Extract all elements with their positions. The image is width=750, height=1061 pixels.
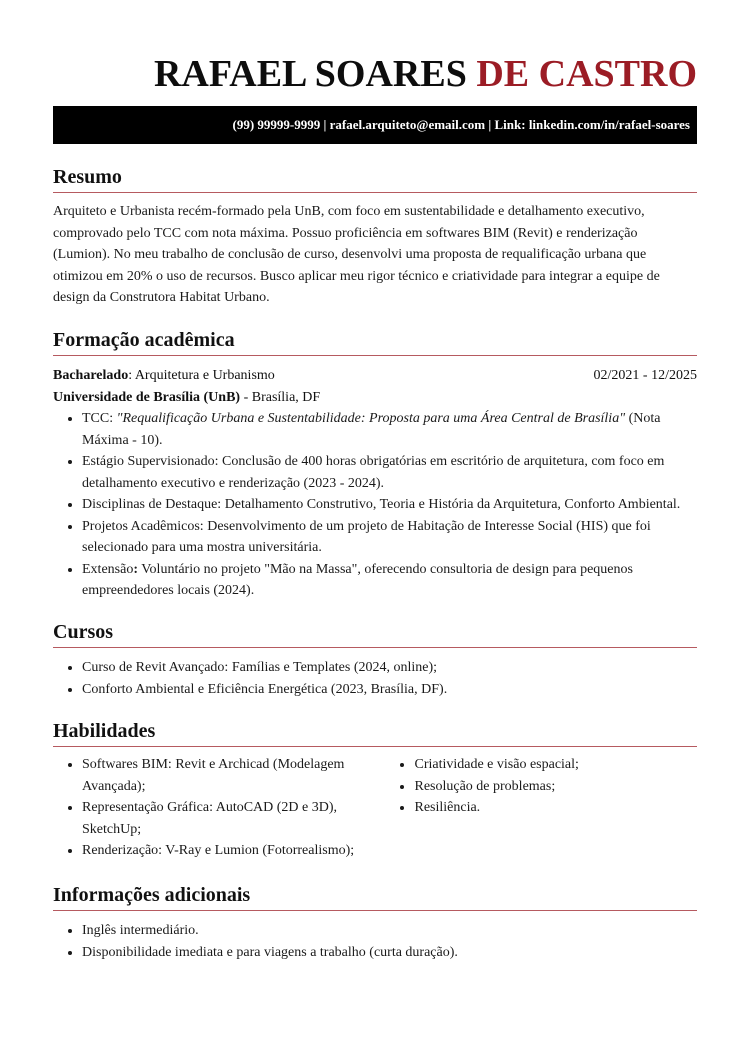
list-item: • Inglês intermediário. — [82, 920, 697, 942]
section-title: Formação acadêmica — [53, 328, 697, 356]
section-title: Habilidades — [53, 719, 697, 747]
list-item: • Resiliência. — [414, 797, 697, 819]
degree-label: Bacharelado — [53, 368, 129, 383]
section-adicionais — [53, 883, 697, 963]
section-title: Cursos — [53, 620, 697, 648]
skills-list-left — [53, 754, 397, 862]
education-details — [53, 408, 697, 602]
list-item: • Conforto Ambiental e Eficiência Energética (2023, Brasília, DF). — [82, 679, 697, 701]
section-resumo — [53, 165, 697, 309]
skills-columns — [53, 754, 697, 862]
list-item: • Estágio Supervisionado: Conclusão de 400 horas obrigatórias em escritório de arquitetura, com foco em detalhamento executivo e renderização (2023 - 2024). — [82, 451, 697, 494]
institution-row — [53, 387, 697, 409]
name-last: DE CASTRO — [476, 53, 697, 95]
section-title: Resumo — [53, 165, 697, 193]
summary-text: Arquiteto e Urbanista recém-formado pela UnB, com foco em sustentabilidade e detalhamento executivo, comprovado pelo TCC com nota máxima. Possuo proficiência em softwares BIM (Revit) e renderização (Lumion). No meu trabalho de conclusão de curso, desenvolvi uma proposta de requalificação urbana que otimizou em 20% o uso de recursos. Busco aplicar meu rigor técnico e criatividade para integrar a equipe de design da Construtora Habitat Urbano. — [53, 204, 660, 305]
list-item: • Disciplinas de Destaque: Detalhamento Construtivo, Teoria e História da Arquitetura, Conforto Ambiental. — [82, 494, 697, 516]
list-item: • Softwares BIM: Revit e Archicad (Modelagem Avançada); — [82, 754, 397, 797]
list-item: • Representação Gráfica: AutoCAD (2D e 3D), SketchUp; — [82, 797, 397, 840]
list-item: • TCC: "Requalificação Urbana e Sustentabilidade: Proposta para uma Área Central de Brasília" (Nota Máxima - 10). — [82, 408, 697, 451]
skills-list-right — [397, 754, 697, 862]
list-item: • Resolução de problemas; — [414, 776, 697, 798]
list-item: • Renderização: V-Ray e Lumion (Fotorrealismo); — [82, 840, 397, 862]
institution-location: - Brasília, DF — [240, 389, 321, 405]
additional-info-list — [53, 920, 697, 963]
section-cursos — [53, 620, 697, 700]
candidate-name — [154, 52, 697, 96]
section-formacao — [53, 328, 697, 602]
degree — [53, 365, 275, 387]
institution: Universidade de Brasília (UnB) — [53, 389, 241, 405]
list-item: • Disponibilidade imediata e para viagens a trabalho (curta duração). — [82, 942, 697, 964]
contact-bar — [53, 106, 697, 144]
list-item: • Projetos Acadêmicos: Desenvolvimento de um projeto de Habitação de Interesse Social (HIS) que foi selecionado para uma mostra universitária. — [82, 516, 697, 559]
courses-list — [53, 657, 697, 700]
name-first: RAFAEL SOARES — [153, 53, 467, 95]
degree-row — [53, 365, 697, 387]
list-item: • Curso de Revit Avançado: Famílias e Templates (2024, online); — [82, 657, 697, 679]
degree-value: : Arquitetura e Urbanismo — [128, 368, 275, 383]
section-title: Informações adicionais — [53, 883, 697, 911]
contact-info: (99) 99999-9999 | rafael.arquiteto@email.com | Link: linkedin.com/in/rafael-soares — [232, 117, 690, 132]
list-item: • Extensão: Voluntário no projeto "Mão na Massa", oferecendo consultoria de design para pequenos empreendedores locais (2024). — [82, 559, 697, 602]
list-item: • Criatividade e visão espacial; — [414, 754, 697, 776]
section-habilidades — [53, 719, 697, 862]
degree-period: 02/2021 - 12/2025 — [593, 368, 697, 383]
